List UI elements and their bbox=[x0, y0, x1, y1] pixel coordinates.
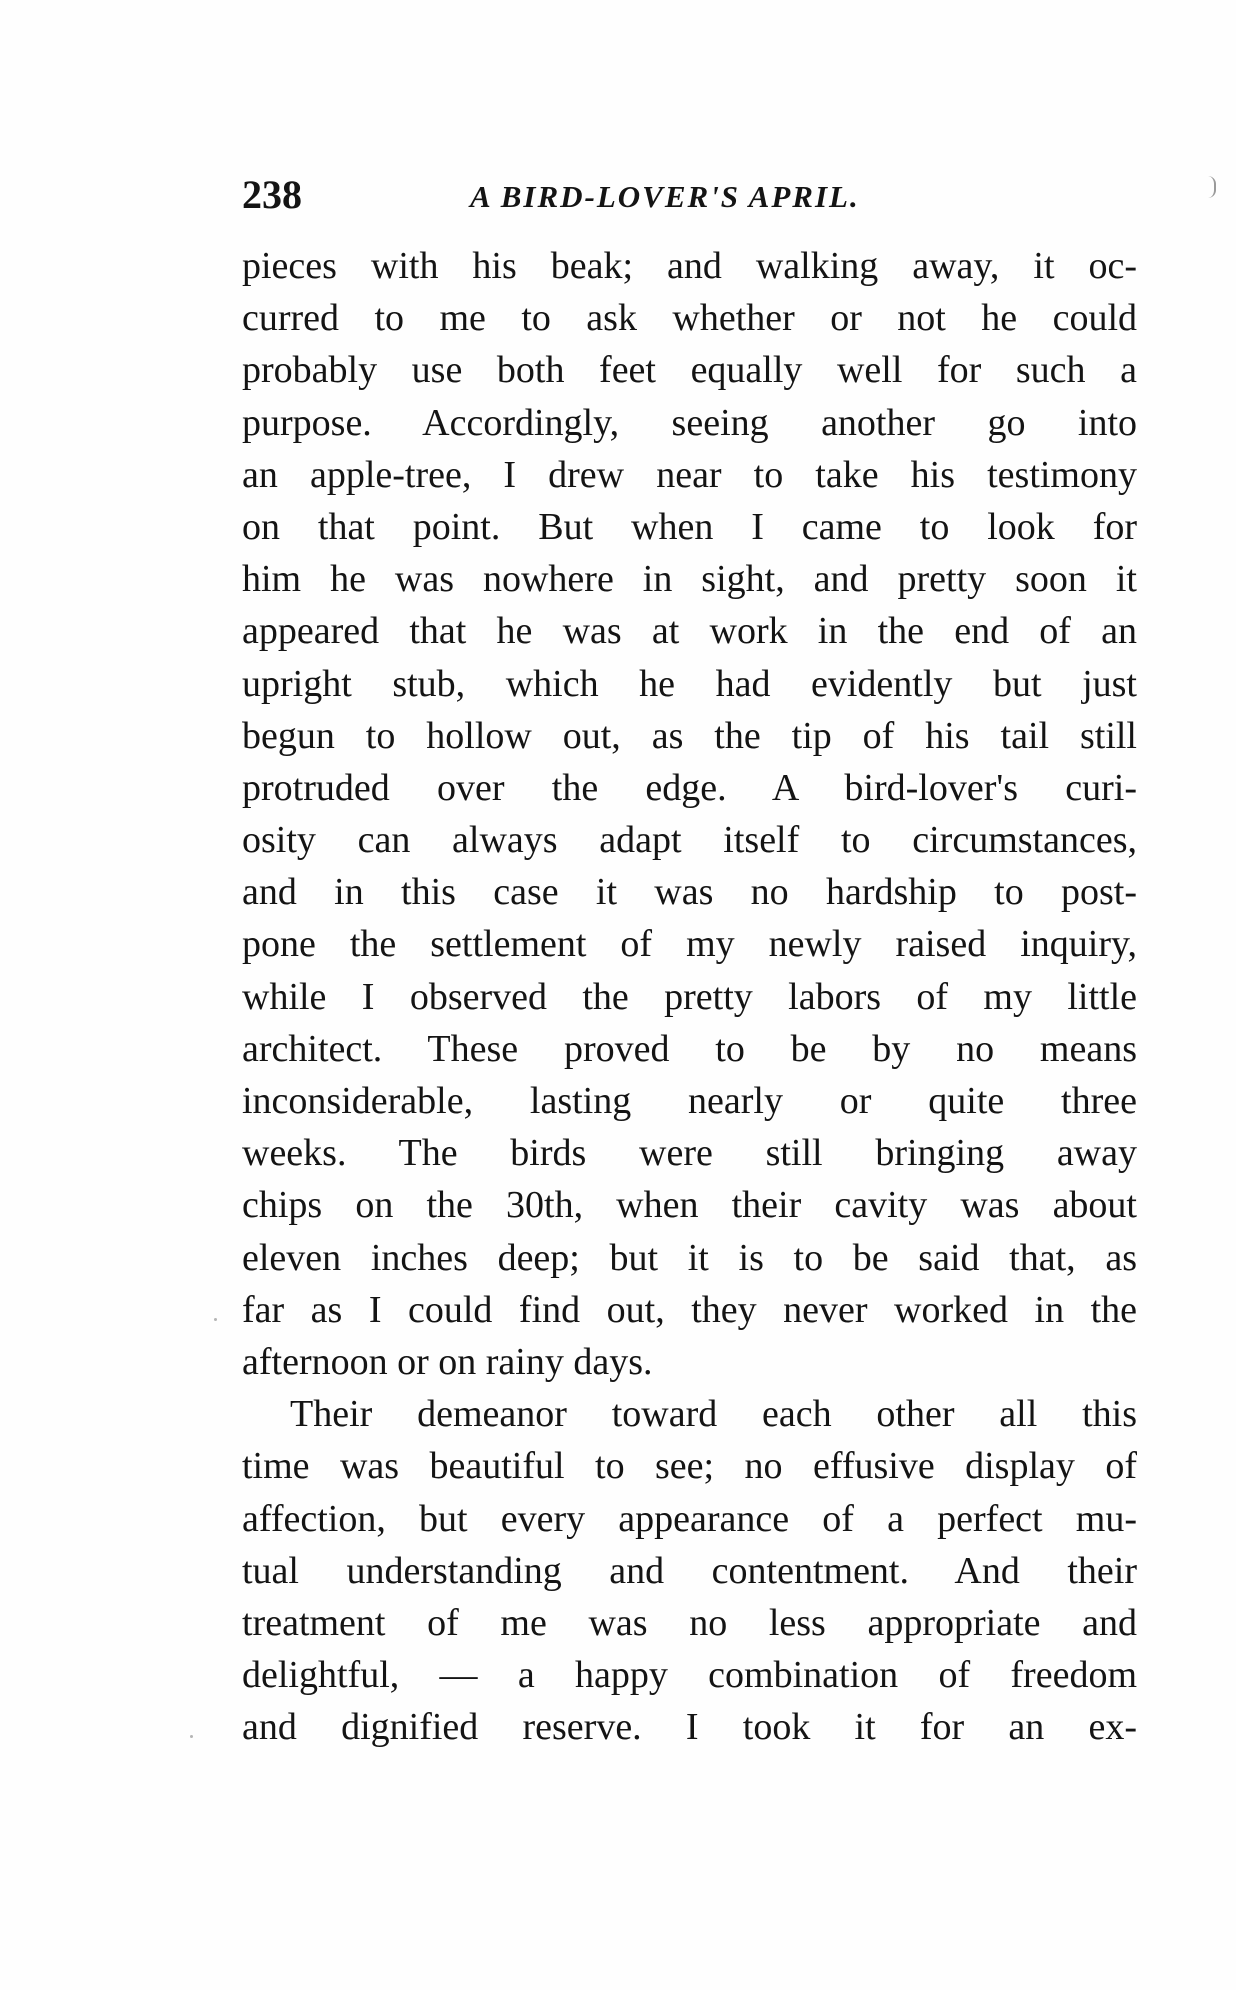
paper-speck bbox=[214, 1318, 217, 1321]
body-text bbox=[242, 240, 1137, 1753]
text-line: curred to me to ask whether or not he could bbox=[242, 297, 1137, 340]
text-line: pieces with his beak; and walking away, it oc- bbox=[242, 245, 1137, 287]
text-line: him he was nowhere in sight, and pretty soon it bbox=[242, 558, 1137, 601]
paper-speck bbox=[190, 1735, 193, 1738]
text-line: treatment of me was no less appropriate and bbox=[242, 1601, 1137, 1644]
text-line: purpose. Accordingly, seeing another go into bbox=[242, 401, 1137, 444]
text-line: weeks. The birds were still bringing away bbox=[242, 1132, 1137, 1175]
text-line: begun to hollow out, as the tip of his tail still bbox=[242, 714, 1137, 757]
text-line: and dignified reserve. I took it for an ex- bbox=[242, 1706, 1137, 1749]
text-line: architect. These proved to be by no means bbox=[242, 1027, 1137, 1070]
text-line: tual understanding and contentment. And their bbox=[242, 1549, 1137, 1592]
text-line: affection, but every appearance of a perfect mu- bbox=[242, 1497, 1137, 1540]
text-line: while I observed the pretty labors of my little bbox=[242, 975, 1137, 1018]
paragraph-2 bbox=[242, 1388, 1137, 1753]
page-header bbox=[242, 170, 1142, 220]
text-line: osity can always adapt itself to circumstances, bbox=[242, 819, 1137, 862]
page-number: 238 bbox=[242, 172, 302, 217]
text-line: afternoon or on rainy days. bbox=[242, 1340, 653, 1383]
text-line: Their demeanor toward each other all this bbox=[290, 1393, 1137, 1436]
text-line: far as I could find out, they never worked in the bbox=[242, 1288, 1137, 1331]
text-line: eleven inches deep; but it is to be said that, as bbox=[242, 1236, 1137, 1279]
text-line: and in this case it was no hardship to post- bbox=[242, 871, 1137, 914]
text-line: probably use both feet equally well for such a bbox=[242, 349, 1137, 392]
text-line: chips on the 30th, when their cavity was about bbox=[242, 1184, 1137, 1227]
text-line: on that point. But when I came to look for bbox=[242, 505, 1137, 548]
margin-mark bbox=[1208, 176, 1216, 198]
text-line: appeared that he was at work in the end of an bbox=[242, 610, 1137, 653]
text-line: protruded over the edge. A bird-lover's curi- bbox=[242, 766, 1137, 809]
text-line: an apple-tree, I drew near to take his testimony bbox=[242, 453, 1137, 496]
text-line: upright stub, which he had evidently but just bbox=[242, 662, 1137, 705]
running-title: A BIRD-LOVER'S APRIL. bbox=[470, 179, 860, 214]
text-line: time was beautiful to see; no effusive display of bbox=[242, 1445, 1137, 1488]
paragraph-1 bbox=[242, 240, 1137, 1388]
text-line: pone the settlement of my newly raised inquiry, bbox=[242, 923, 1137, 966]
text-line: inconsiderable, lasting nearly or quite three bbox=[242, 1080, 1137, 1122]
text-line: delightful, — a happy combination of freedom bbox=[242, 1654, 1137, 1697]
